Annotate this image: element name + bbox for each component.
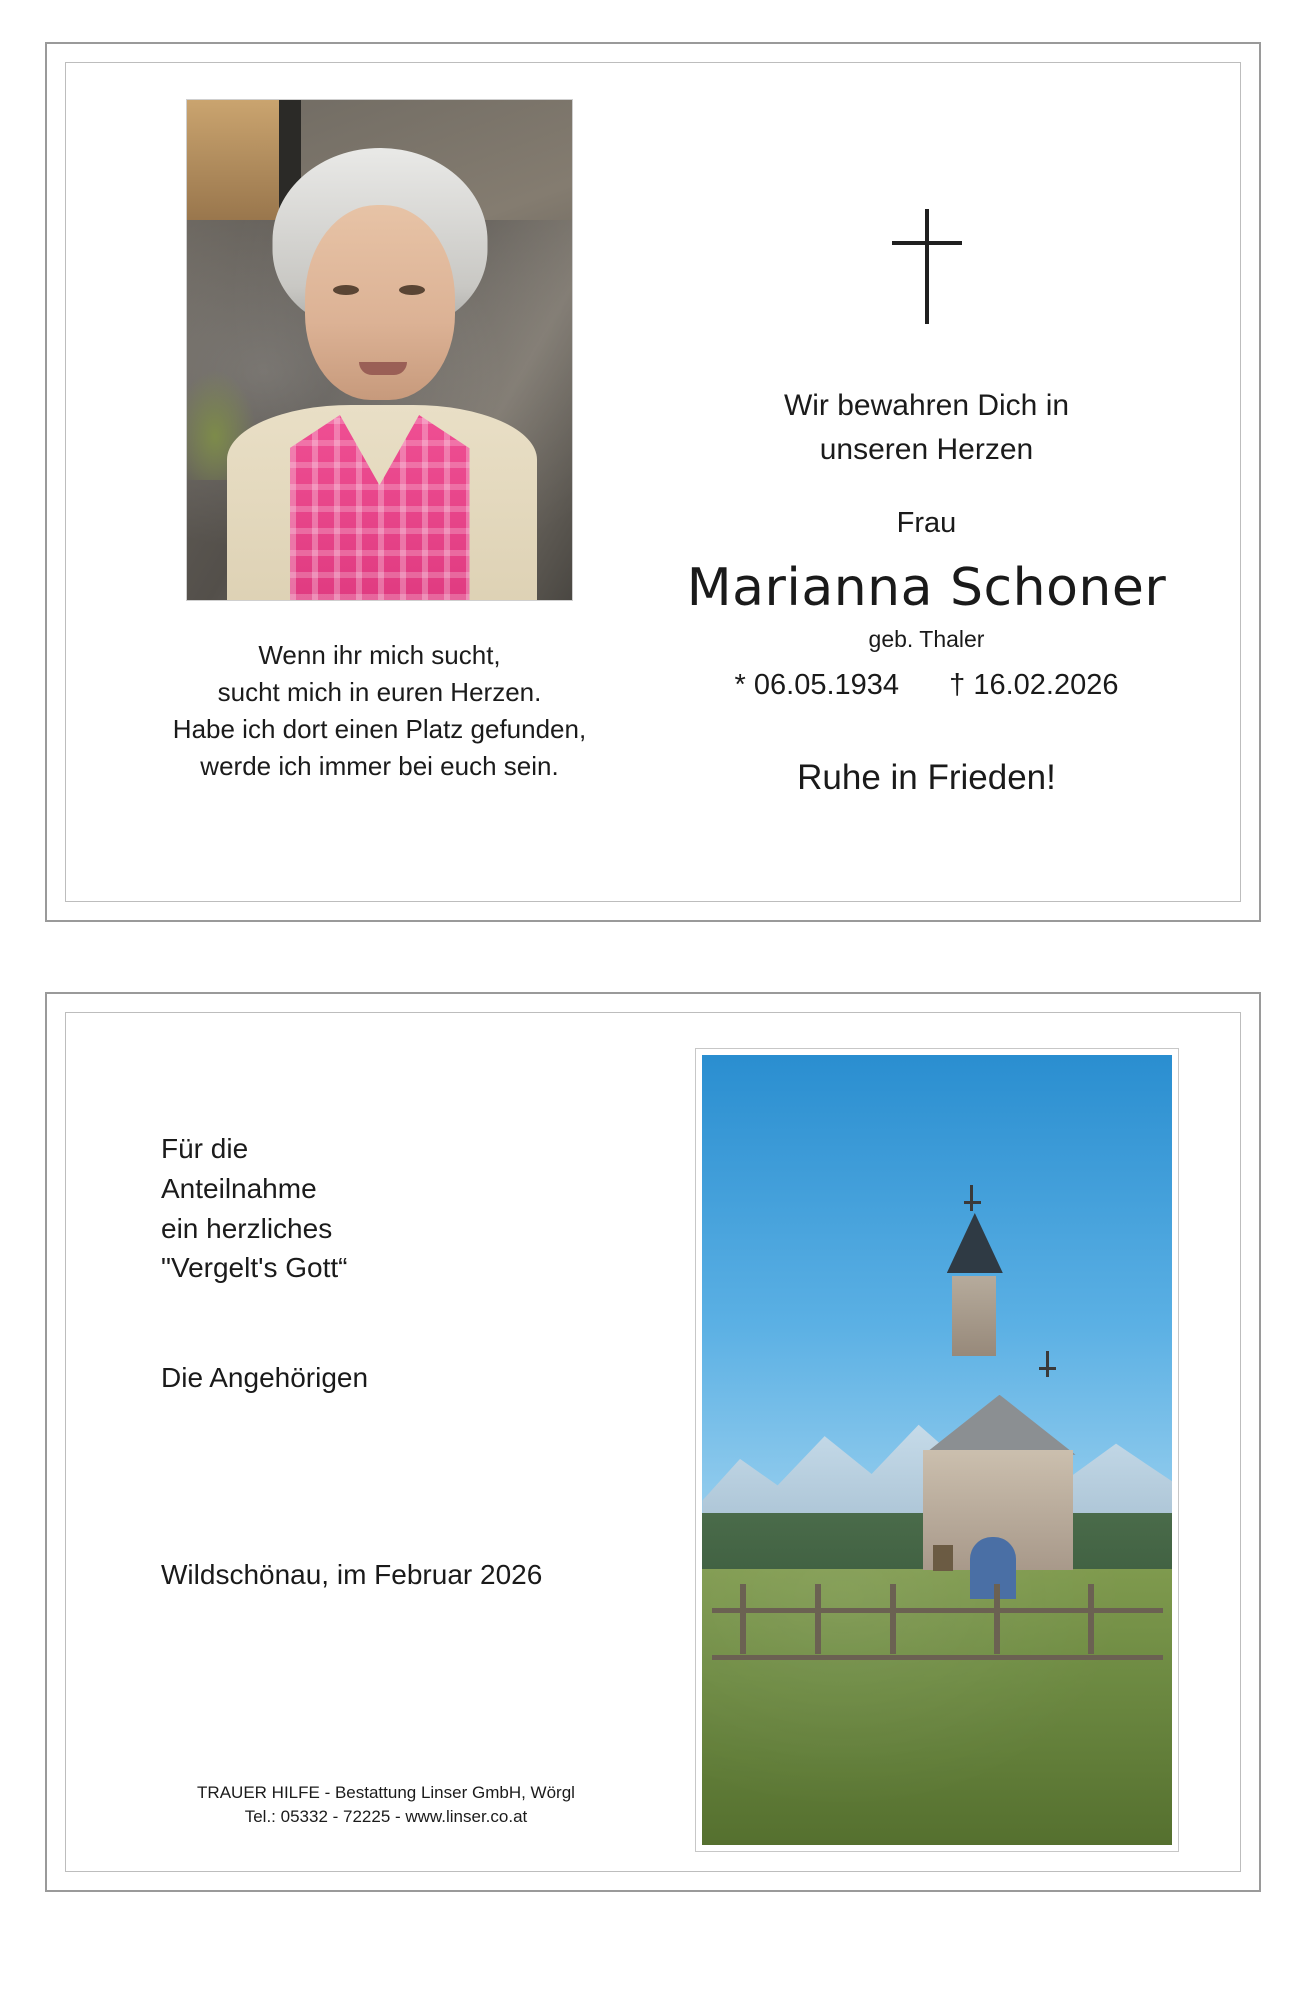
- verse-line-3: Habe ich dort einen Platz gefunden,: [172, 713, 587, 744]
- thanks-text: [161, 1129, 675, 1288]
- memorial-card-front: [45, 42, 1261, 922]
- card-front-right-column: [653, 99, 1200, 881]
- imprint-line-2: Tel.: 05332 - 72225 - www.linser.co.at: [244, 1807, 528, 1827]
- verse-line-4: werde ich immer bei euch sein.: [200, 750, 559, 781]
- lead-line-1: Wir bewahren Dich in: [783, 389, 1070, 422]
- verse-line-1: Wenn ihr mich sucht,: [258, 640, 501, 670]
- card-front-body: [66, 63, 1240, 901]
- salutation: Frau: [896, 507, 957, 539]
- verse-line-2: sucht mich in euren Herzen.: [217, 676, 542, 707]
- christian-cross-icon: [887, 209, 967, 324]
- closing-text: Ruhe in Frieden!: [797, 758, 1056, 797]
- card-front-inner-border: [65, 62, 1241, 902]
- thanks-line-2: Anteilnahme: [161, 1172, 317, 1204]
- chapel-photo: [696, 1049, 1178, 1851]
- deceased-name: Marianna Schoner: [686, 558, 1167, 618]
- place-and-date: Wildschönau, im Februar 2026: [161, 1559, 543, 1590]
- lead-line-2: unseren Herzen: [819, 432, 1034, 466]
- card-back-inner-border: [65, 1012, 1241, 1872]
- portrait-photo: [186, 99, 573, 601]
- card-front-left-column: [106, 99, 653, 881]
- memorial-lead-text: [784, 384, 1069, 471]
- memorial-card-back: [45, 992, 1261, 1892]
- funeral-home-imprint: [176, 1781, 596, 1829]
- life-dates: [735, 669, 1119, 702]
- birth-date: * 06.05.1934: [734, 669, 900, 701]
- memorial-verse: [173, 637, 586, 785]
- maiden-name: geb. Thaler: [868, 626, 985, 652]
- card-back-left-column: [106, 1049, 675, 1841]
- thanks-line-1: Für die: [161, 1133, 249, 1164]
- card-back-body: [66, 1013, 1240, 1871]
- death-date: † 16.02.2026: [949, 669, 1119, 701]
- card-back-right-column: [675, 1049, 1200, 1841]
- thanks-line-3: ein herzliches: [161, 1212, 333, 1244]
- imprint-line-1: TRAUER HILFE - Bestattung Linser GmbH, Wörgl: [197, 1783, 575, 1803]
- thanks-line-4: "Vergelt's Gott“: [161, 1252, 348, 1284]
- relatives-line: Die Angehörigen: [161, 1362, 369, 1393]
